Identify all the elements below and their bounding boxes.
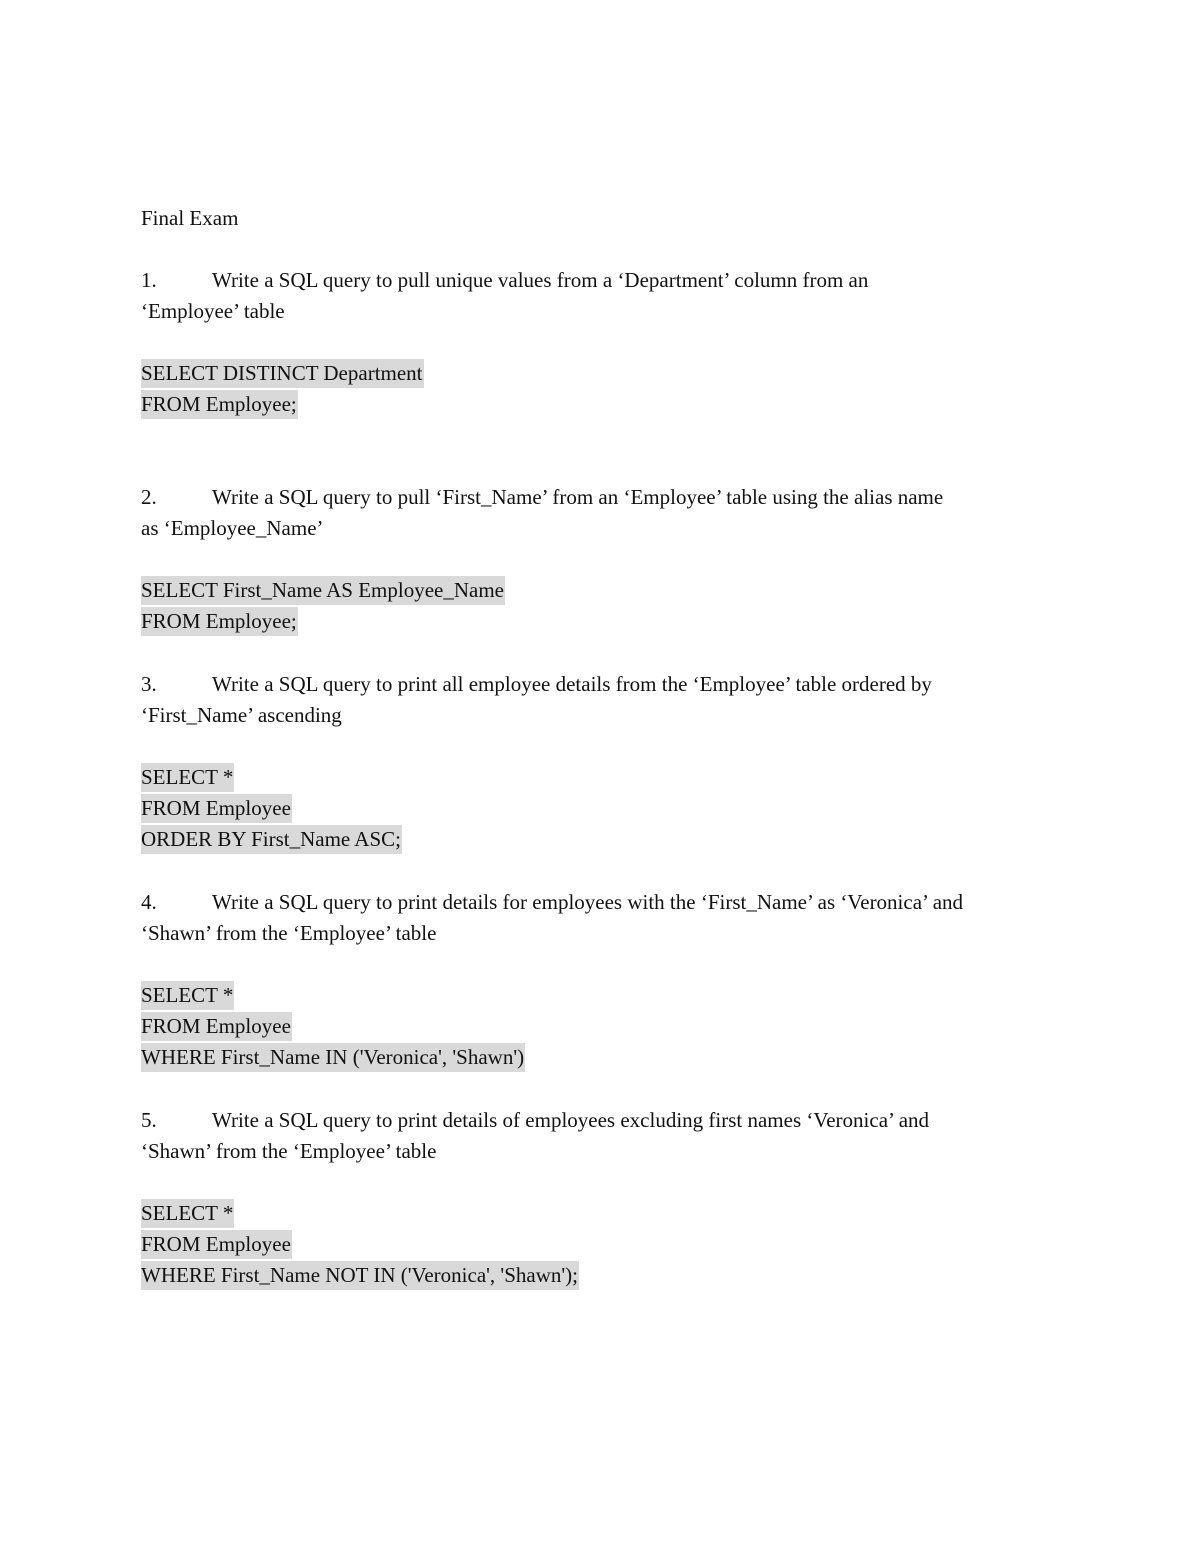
answer-4-line-1 [141,980,234,1011]
answer-5-line-1 [141,1198,234,1229]
question-5-number: 5. [141,1108,157,1132]
sql-code: ORDER BY First_Name ASC; [141,825,402,854]
answer-4-line-3 [141,1042,525,1073]
question-4-line-1 [141,887,963,918]
question-1-prompt-line-1: Write a SQL query to pull unique values from a ‘Department’ column from an [212,268,869,292]
sql-code: SELECT * [141,981,234,1010]
question-2-line-1 [141,482,943,513]
sql-code: WHERE First_Name NOT IN ('Veronica', 'Shawn'); [141,1261,579,1290]
sql-code: WHERE First_Name IN ('Veronica', 'Shawn') [141,1043,525,1072]
sql-code: SELECT * [141,763,234,792]
answer-5-line-3 [141,1260,579,1291]
sql-code: SELECT * [141,1199,234,1228]
question-4-number: 4. [141,890,157,914]
sql-code: SELECT First_Name AS Employee_Name [141,576,505,605]
question-4-prompt-line-2: ‘Shawn’ from the ‘Employee’ table [141,921,437,945]
answer-1-line-2 [141,389,298,420]
question-1-number: 1. [141,268,157,292]
sql-code: FROM Employee [141,1230,292,1259]
question-2-prompt-line-2: as ‘Employee_Name’ [141,516,324,540]
sql-code: FROM Employee; [141,390,298,419]
answer-4-line-2 [141,1011,292,1042]
answer-3-line-1 [141,762,234,793]
question-2-prompt-line-1: Write a SQL query to pull ‘First_Name’ from an ‘Employee’ table using the alias name [212,485,944,509]
answer-2-line-2 [141,606,298,637]
answer-3-line-3 [141,824,402,855]
question-5-prompt-line-2: ‘Shawn’ from the ‘Employee’ table [141,1139,437,1163]
answer-5-line-2 [141,1229,292,1260]
question-3-line-1 [141,669,932,700]
answer-2-line-1 [141,575,505,606]
sql-code: FROM Employee [141,794,292,823]
question-3-prompt-line-1: Write a SQL query to print all employee details from the ‘Employee’ table ordered by [212,672,932,696]
question-1-line-1 [141,265,868,296]
sql-code: FROM Employee; [141,607,298,636]
question-2-number: 2. [141,485,157,509]
question-3-prompt-line-2: ‘First_Name’ ascending [141,703,342,727]
answer-3-line-2 [141,793,292,824]
answer-1-line-1 [141,358,424,389]
question-4-prompt-line-1: Write a SQL query to print details for employees with the ‘First_Name’ as ‘Veronica’ and [212,890,964,914]
sql-code: FROM Employee [141,1012,292,1041]
question-5-line-1 [141,1105,929,1136]
document-title: Final Exam [141,206,239,230]
question-1-prompt-line-2: ‘Employee’ table [141,299,285,323]
sql-code: SELECT DISTINCT Department [141,359,424,388]
question-5-prompt-line-1: Write a SQL query to print details of employees excluding first names ‘Veronica’ and [212,1108,930,1132]
question-3-number: 3. [141,672,157,696]
